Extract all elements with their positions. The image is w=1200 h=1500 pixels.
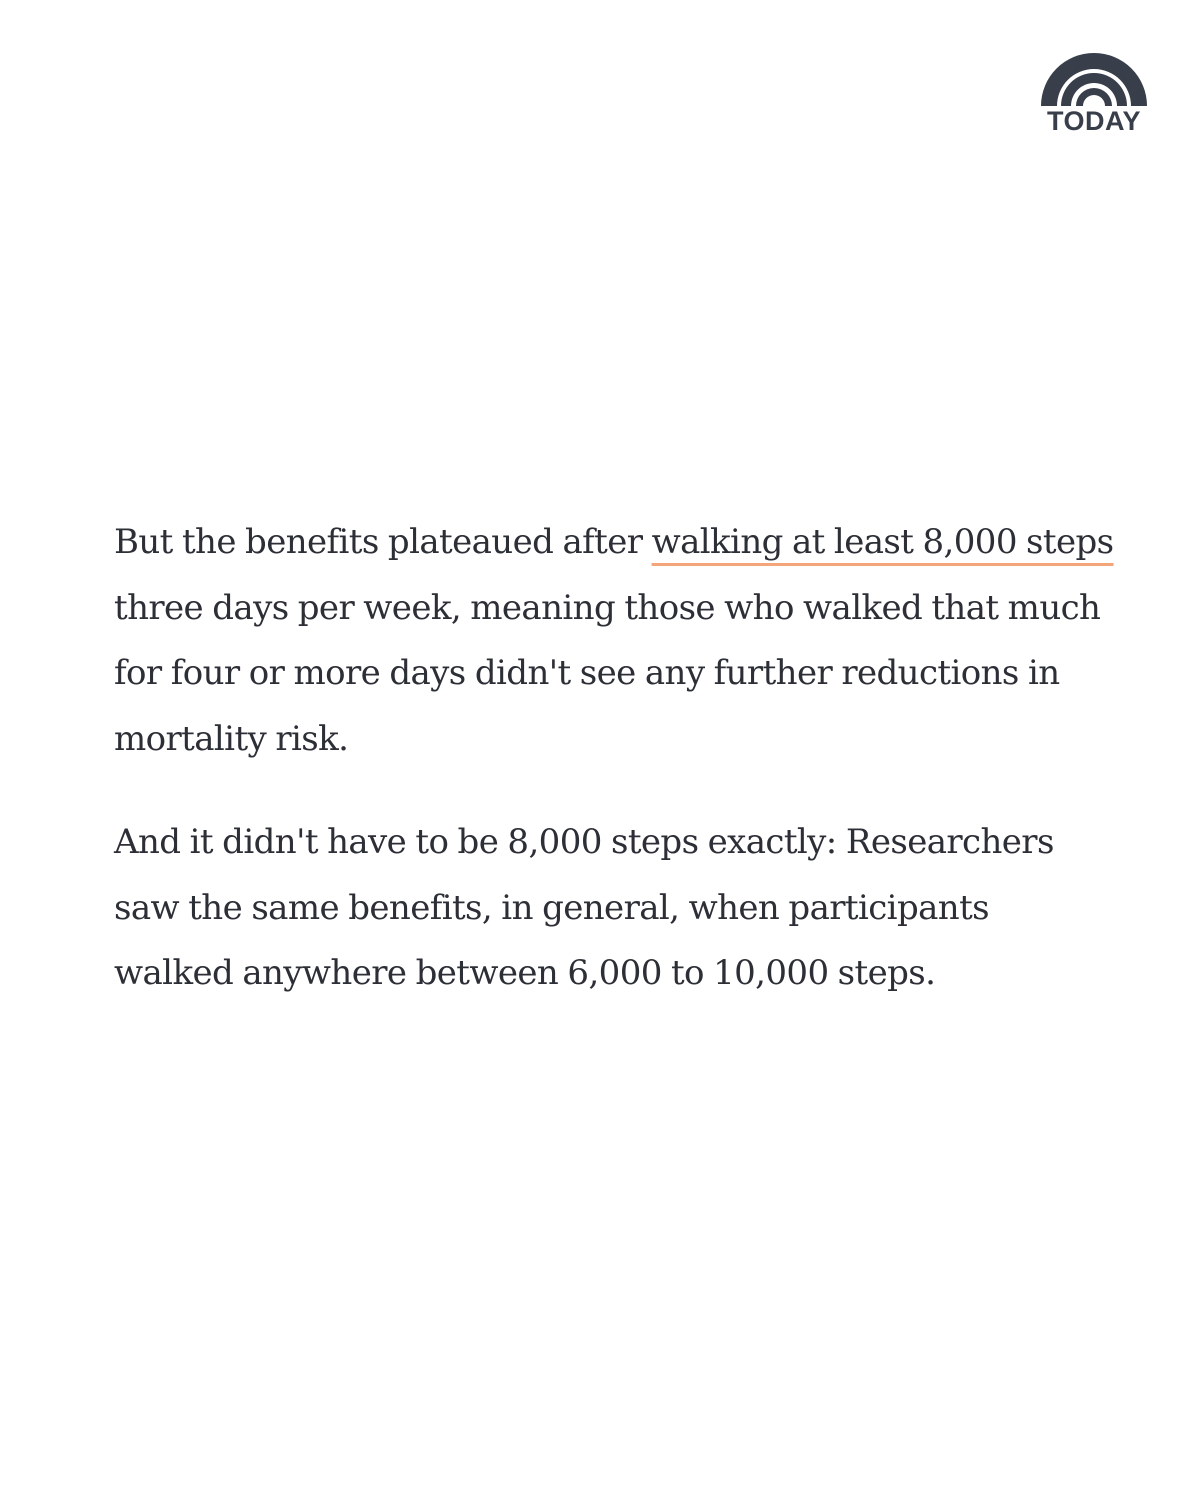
paragraph-1: [114, 510, 1114, 772]
paragraph-1-rest: three days per week, meaning those who walked that much for four or more days didn't see any further reductions in mortality risk.: [114, 587, 1101, 759]
paragraph-1-lead: But the benefits plateaued after: [114, 522, 652, 562]
today-logo[interactable]: [1032, 48, 1156, 138]
article-body: [114, 510, 1114, 1007]
rainbow-arcs-icon: [1039, 52, 1149, 108]
paragraph-2: And it didn't have to be 8,000 steps exactly: Researchers saw the same benefits, in general, when participants walked anywhere between 6,000 to 10,000 steps.: [114, 822, 1054, 993]
walking-steps-link[interactable]: walking at least 8,000 steps: [651, 522, 1114, 562]
logo-wordmark: TODAY: [1046, 106, 1142, 136]
